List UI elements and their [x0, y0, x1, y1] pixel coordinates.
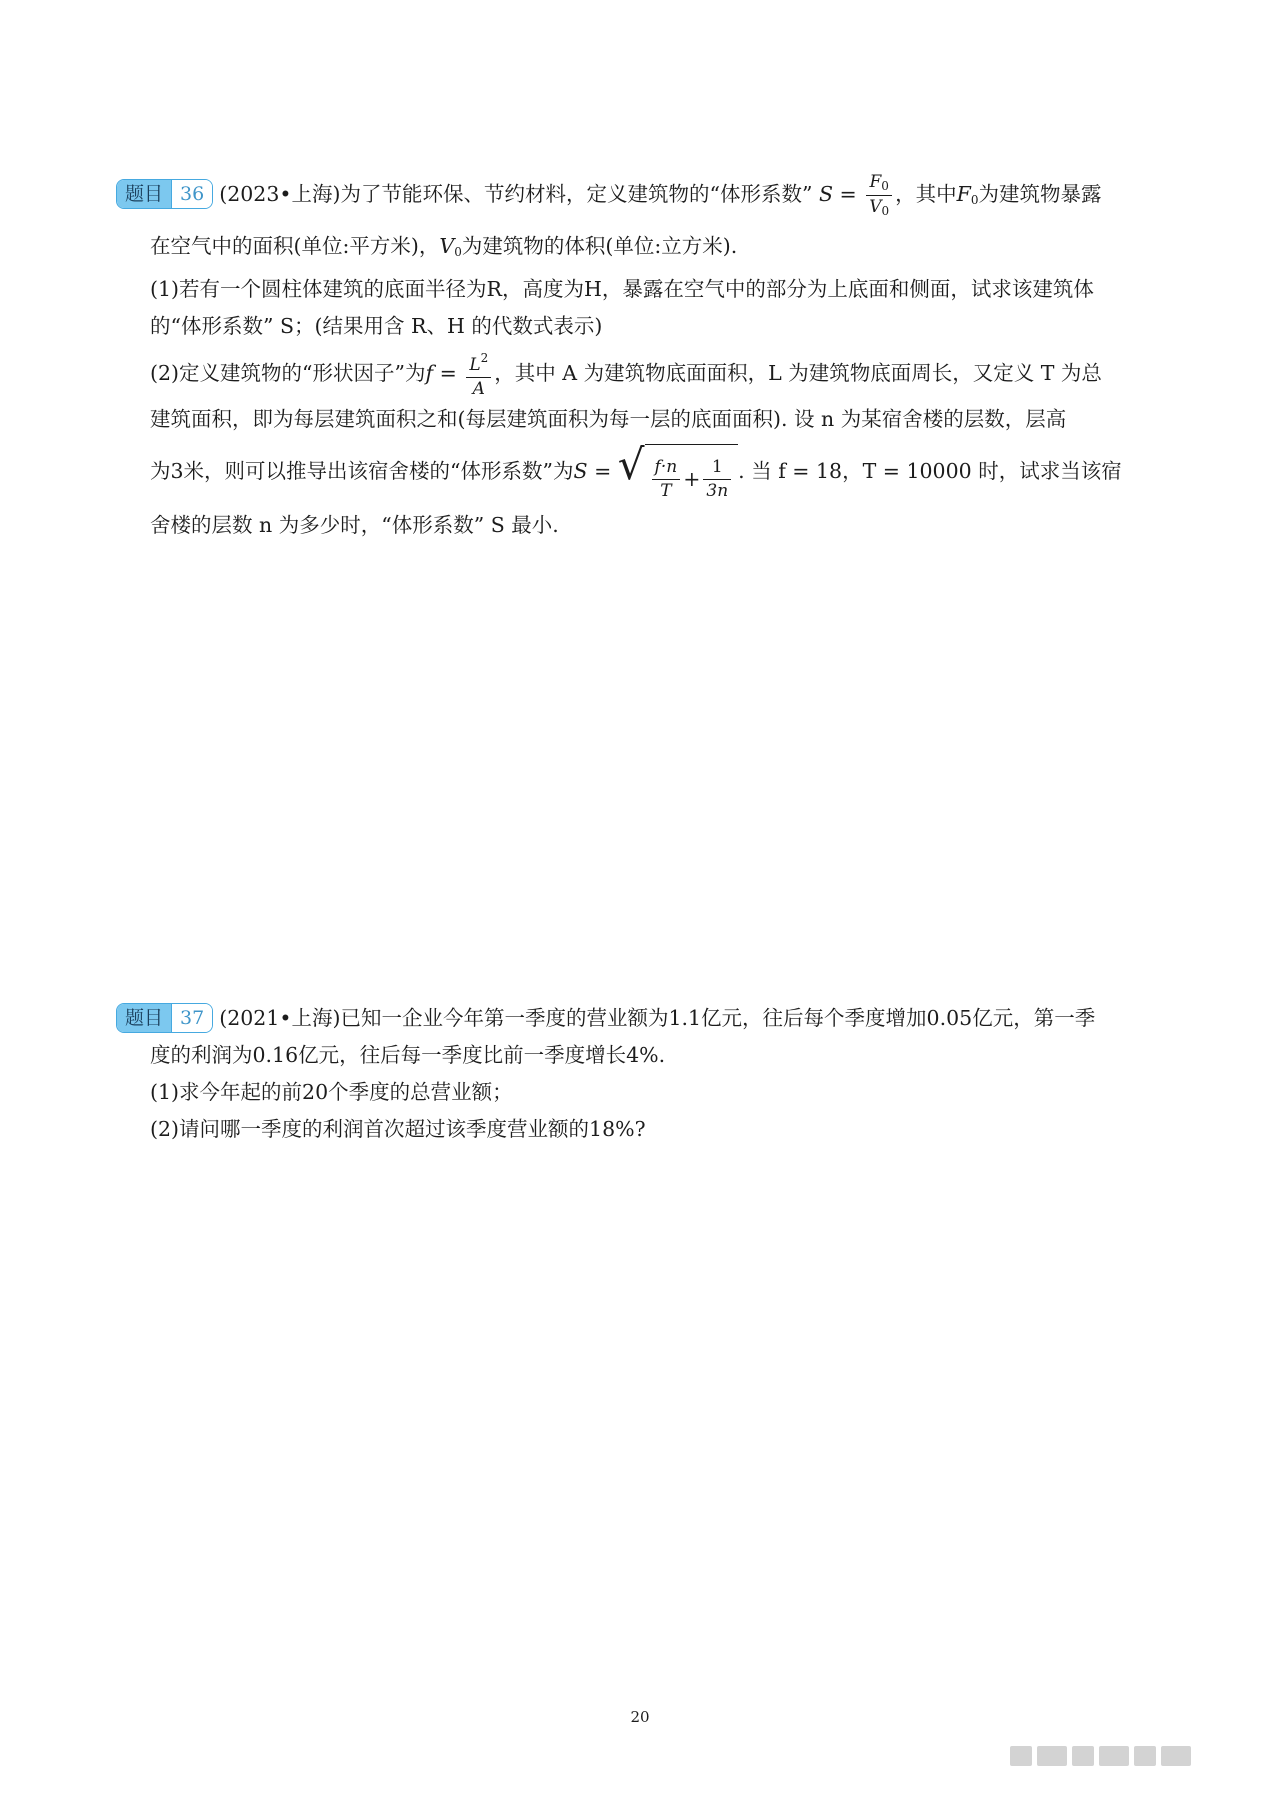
problem-badge	[116, 1003, 213, 1033]
var-v: V	[869, 197, 882, 217]
var-f: F	[869, 172, 882, 192]
text-segment: 在空气中的面积(单位:平方米)，	[150, 234, 440, 258]
text-segment: 为建筑物暴露	[978, 182, 1102, 206]
superscript-two: 2	[480, 350, 489, 365]
var-s: S	[573, 459, 588, 483]
fn-numerator: f·n	[652, 459, 681, 480]
fraction-f0-v0	[866, 174, 892, 217]
three-n: 3n	[706, 480, 729, 501]
subscript-zero: 0	[881, 179, 889, 193]
badge-label: 题目	[117, 1004, 171, 1032]
badge-number: 36	[171, 180, 212, 208]
text-segment: (2)定义建筑物的“形状因子”为	[150, 361, 426, 385]
subscript-zero: 0	[881, 204, 890, 218]
equals-sign: =	[433, 361, 464, 385]
intro-text: (2023•上海)为了节能环保、节约材料，定义建筑物的“体形系数”	[219, 182, 813, 206]
page-number: 20	[630, 1708, 650, 1726]
part-2-question: (2)请问哪一季度的利润首次超过该季度营业额的18%?	[150, 1117, 646, 1141]
radical-icon: √	[617, 440, 645, 489]
problem-badge	[116, 179, 213, 209]
equals-sign: =	[833, 182, 864, 206]
var-l: L	[469, 354, 481, 375]
fraction-fn-t	[652, 456, 681, 501]
problem-36-line-2	[116, 228, 1176, 271]
problem-36	[116, 166, 1176, 544]
problem-37-line-2: 度的利润为0.16亿元，往后每一季度比前一季度增长4%.	[150, 1043, 666, 1067]
problem-36-line-5	[116, 345, 1176, 401]
text-segment: . 当 f = 18，T = 10000 时，试求当该宿	[738, 459, 1122, 483]
subscript-zero: 0	[454, 245, 462, 259]
part-1-question: (1)求今年起的前20个季度的总营业额；	[150, 1080, 513, 1104]
text-segment: 为建筑物的体积(单位:立方米).	[461, 234, 738, 258]
part-1-question-cont: 的“体形系数” S；(结果用含 R、H 的代数式表示)	[150, 314, 603, 338]
problem-37	[116, 1000, 1176, 1148]
problem-37-line-1	[116, 1000, 1176, 1037]
var-v: V	[439, 234, 455, 258]
intro-text: (2021•上海)已知一企业今年第一季度的营业额为1.1亿元，往后每个季度增加0.05亿元，第一季	[219, 1006, 1096, 1030]
text-segment: 为3米，则可以推导出该宿舍楼的“体形系数”为	[150, 459, 574, 483]
var-t: T	[660, 480, 672, 501]
badge-number: 37	[171, 1004, 212, 1032]
fraction-l2-a	[466, 352, 491, 398]
var-f: f	[425, 361, 434, 385]
subscript-zero: 0	[970, 193, 979, 207]
var-f: F	[956, 182, 971, 206]
var-s: S	[818, 182, 833, 206]
watermark-logo	[1010, 1746, 1191, 1766]
equals-sign: =	[587, 459, 618, 483]
text-segment: ，其中 A 为建筑物底面面积，L 为建筑物底面周长，又定义 T 为总	[494, 361, 1102, 385]
var-a: A	[472, 378, 485, 399]
part-1-question: (1)若有一个圆柱体建筑的底面半径为R，高度为H，暴露在空气中的部分为上底面和侧面，试求该建筑体	[150, 277, 1094, 301]
problem-36-line-7	[116, 438, 1176, 507]
fraction-1-3n	[703, 456, 731, 501]
badge-label: 题目	[117, 180, 171, 208]
text-segment: ，其中	[895, 182, 957, 206]
problem-36-line-8: 舍楼的层数 n 为多少时，“体形系数” S 最小.	[150, 513, 559, 537]
problem-36-line-6: 建筑面积，即为每层建筑面积之和(每层建筑面积为每一层的底面面积). 设 n 为某宿舍楼的层数，层高	[150, 407, 1067, 431]
square-root	[618, 438, 738, 507]
plus-sign: +	[683, 467, 701, 491]
one: 1	[703, 459, 731, 480]
problem-36-line-1	[116, 166, 1176, 228]
